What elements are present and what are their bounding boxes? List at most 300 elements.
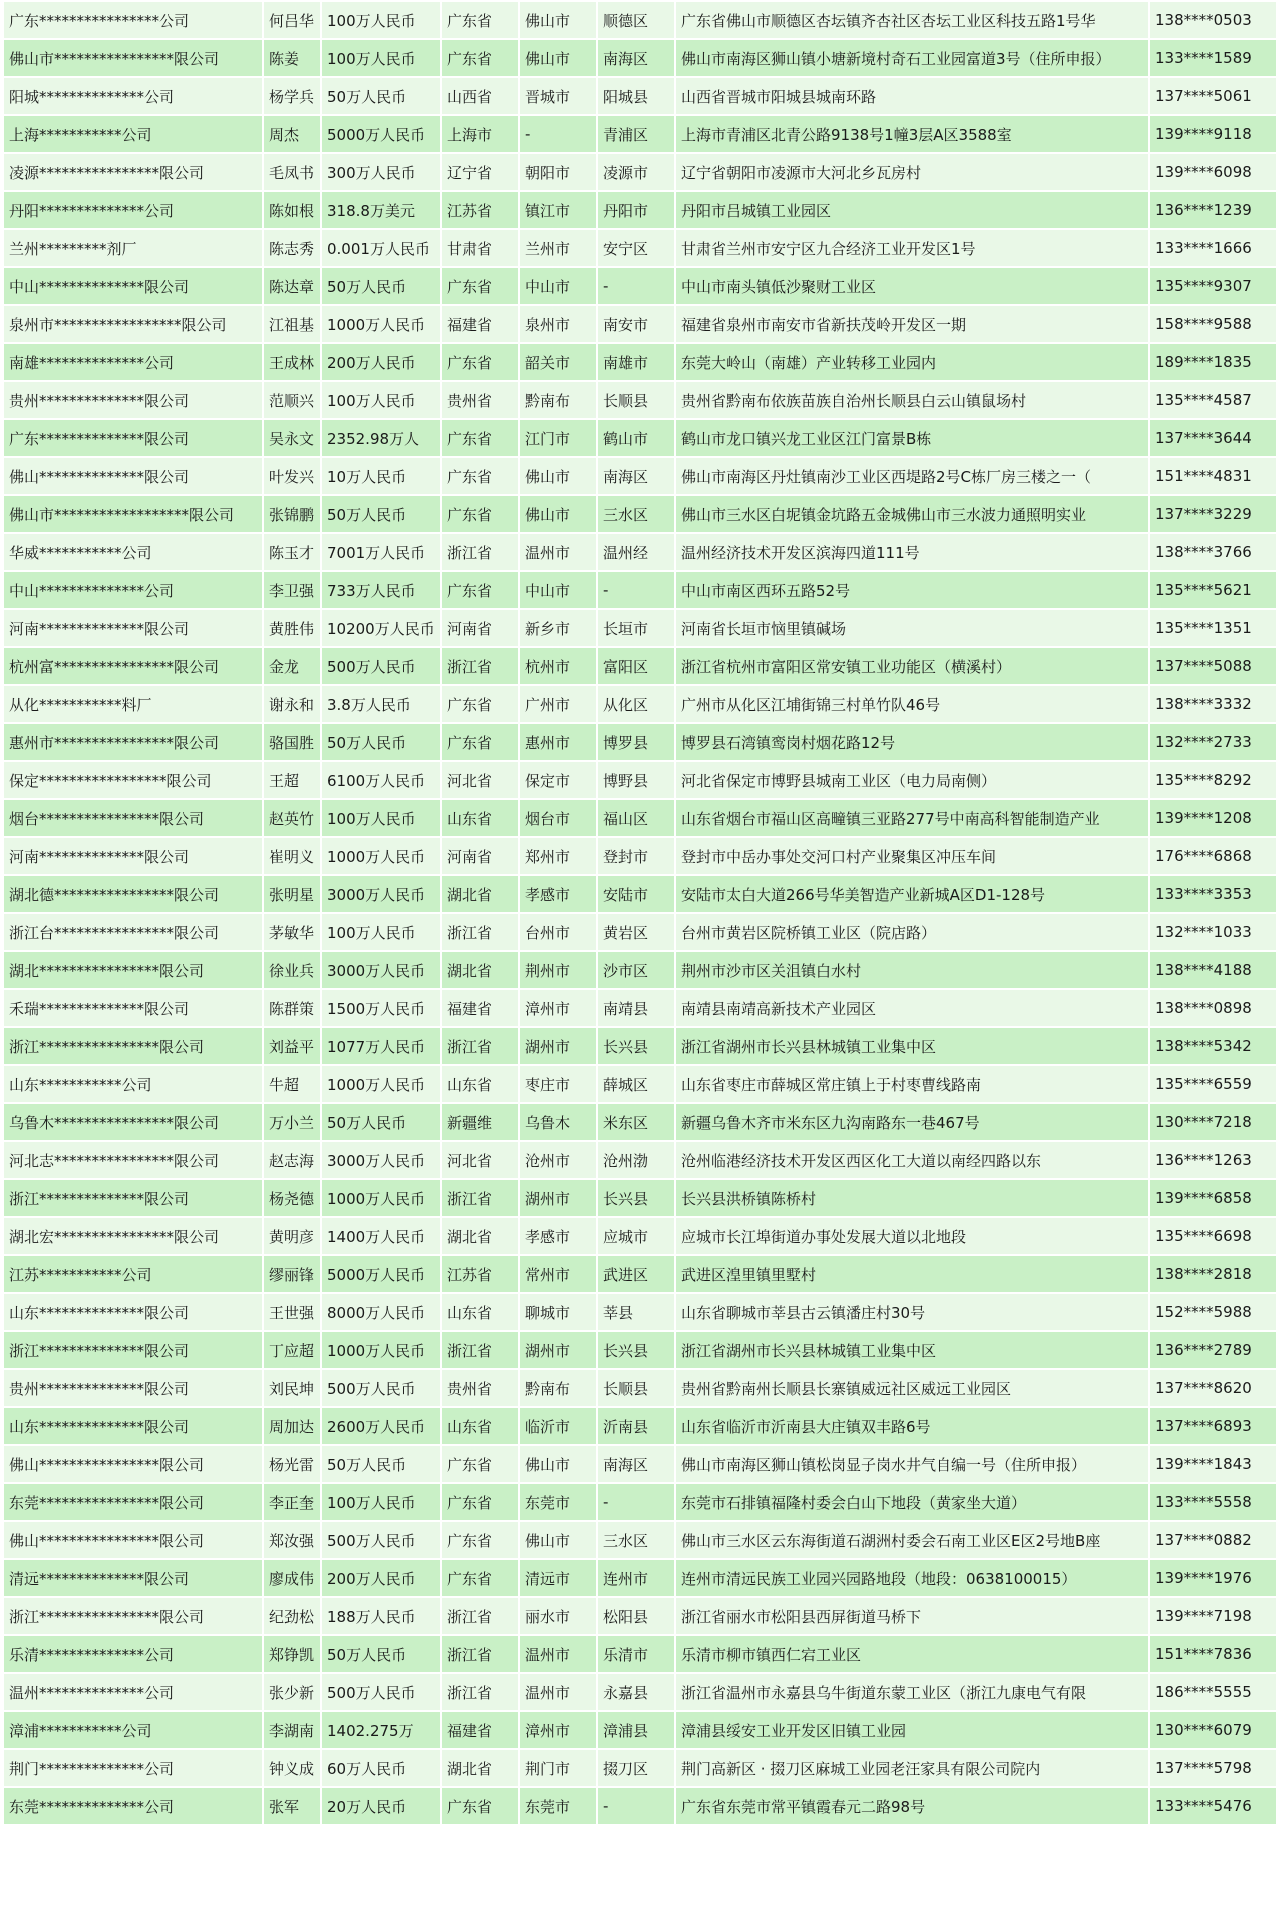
company-table xyxy=(2,0,1278,1826)
company-name-cell: 河南**************限公司 xyxy=(4,610,262,646)
company-name-cell: 佛山**************限公司 xyxy=(4,458,262,494)
city-cell: 佛山市 xyxy=(520,1522,596,1558)
company-name-cell: 兰州*********剂厂 xyxy=(4,230,262,266)
registered-capital-cell: 100万人民币 xyxy=(322,2,440,38)
address-cell: 福建省泉州市南安市省新扶茂岭开发区一期 xyxy=(676,306,1148,342)
address-cell: 浙江省湖州市长兴县林城镇工业集中区 xyxy=(676,1332,1148,1368)
city-cell: 枣庄市 xyxy=(520,1066,596,1102)
district-cell: 南靖县 xyxy=(598,990,674,1026)
phone-cell: 158****9588 xyxy=(1150,306,1276,342)
contact-person-cell: 杨光雷 xyxy=(264,1446,320,1482)
contact-person-cell: 陈志秀 xyxy=(264,230,320,266)
district-cell: 福山区 xyxy=(598,800,674,836)
province-cell: 广东省 xyxy=(442,40,518,76)
address-cell: 佛山市南海区丹灶镇南沙工业区西堤路2号C栋厂房三楼之一（ xyxy=(676,458,1148,494)
company-name-cell: 山东***********公司 xyxy=(4,1066,262,1102)
registered-capital-cell: 100万人民币 xyxy=(322,382,440,418)
registered-capital-cell: 500万人民币 xyxy=(322,1522,440,1558)
company-name-cell: 中山**************公司 xyxy=(4,572,262,608)
table-row xyxy=(4,78,1276,114)
contact-person-cell: 周加达 xyxy=(264,1408,320,1444)
province-cell: 广东省 xyxy=(442,1560,518,1596)
district-cell: 长顺县 xyxy=(598,382,674,418)
company-name-cell: 荆门**************公司 xyxy=(4,1750,262,1786)
company-name-cell: 清远**************限公司 xyxy=(4,1560,262,1596)
district-cell: 南海区 xyxy=(598,1446,674,1482)
district-cell: 莘县 xyxy=(598,1294,674,1330)
contact-person-cell: 郑铮凯 xyxy=(264,1636,320,1672)
province-cell: 浙江省 xyxy=(442,1598,518,1634)
address-cell: 贵州省黔南布依族苗族自治州长顺县白云山镇鼠场村 xyxy=(676,382,1148,418)
registered-capital-cell: 1000万人民币 xyxy=(322,1332,440,1368)
contact-person-cell: 吴永文 xyxy=(264,420,320,456)
city-cell: 朝阳市 xyxy=(520,154,596,190)
phone-cell: 135****6698 xyxy=(1150,1218,1276,1254)
company-name-cell: 佛山****************限公司 xyxy=(4,1446,262,1482)
contact-person-cell: 黄明彦 xyxy=(264,1218,320,1254)
contact-person-cell: 刘益平 xyxy=(264,1028,320,1064)
phone-cell: 137****5088 xyxy=(1150,648,1276,684)
phone-cell: 130****6079 xyxy=(1150,1712,1276,1748)
address-cell: 辽宁省朝阳市凌源市大河北乡瓦房村 xyxy=(676,154,1148,190)
phone-cell: 139****1843 xyxy=(1150,1446,1276,1482)
table-body xyxy=(4,2,1276,1824)
contact-person-cell: 崔明义 xyxy=(264,838,320,874)
district-cell: - xyxy=(598,1484,674,1520)
phone-cell: 133****5558 xyxy=(1150,1484,1276,1520)
table-row xyxy=(4,1636,1276,1672)
address-cell: 东莞大岭山（南雄）产业转移工业园内 xyxy=(676,344,1148,380)
phone-cell: 139****9118 xyxy=(1150,116,1276,152)
table-row xyxy=(4,686,1276,722)
contact-person-cell: 张锦鹏 xyxy=(264,496,320,532)
city-cell: 佛山市 xyxy=(520,2,596,38)
district-cell: 长垣市 xyxy=(598,610,674,646)
district-cell: 掇刀区 xyxy=(598,1750,674,1786)
registered-capital-cell: 50万人民币 xyxy=(322,268,440,304)
district-cell: 沙市区 xyxy=(598,952,674,988)
phone-cell: 132****2733 xyxy=(1150,724,1276,760)
contact-person-cell: 缪丽锋 xyxy=(264,1256,320,1292)
province-cell: 湖北省 xyxy=(442,876,518,912)
company-name-cell: 贵州**************限公司 xyxy=(4,382,262,418)
company-name-cell: 湖北德****************限公司 xyxy=(4,876,262,912)
company-name-cell: 凌源****************限公司 xyxy=(4,154,262,190)
address-cell: 应城市长江埠街道办事处发展大道以北地段 xyxy=(676,1218,1148,1254)
registered-capital-cell: 6100万人民币 xyxy=(322,762,440,798)
registered-capital-cell: 1000万人民币 xyxy=(322,306,440,342)
contact-person-cell: 丁应超 xyxy=(264,1332,320,1368)
province-cell: 山东省 xyxy=(442,1408,518,1444)
city-cell: 丽水市 xyxy=(520,1598,596,1634)
contact-person-cell: 钟义成 xyxy=(264,1750,320,1786)
address-cell: 中山市南头镇低沙聚财工业区 xyxy=(676,268,1148,304)
table-row xyxy=(4,1484,1276,1520)
district-cell: 乐清市 xyxy=(598,1636,674,1672)
city-cell: 台州市 xyxy=(520,914,596,950)
city-cell: 湖州市 xyxy=(520,1180,596,1216)
city-cell: 佛山市 xyxy=(520,1446,596,1482)
registered-capital-cell: 1402.275万 xyxy=(322,1712,440,1748)
district-cell: 博野县 xyxy=(598,762,674,798)
contact-person-cell: 陈如根 xyxy=(264,192,320,228)
city-cell: 常州市 xyxy=(520,1256,596,1292)
district-cell: - xyxy=(598,1788,674,1824)
contact-person-cell: 廖成伟 xyxy=(264,1560,320,1596)
city-cell: 新乡市 xyxy=(520,610,596,646)
city-cell: 临沂市 xyxy=(520,1408,596,1444)
table-row xyxy=(4,610,1276,646)
province-cell: 浙江省 xyxy=(442,1028,518,1064)
phone-cell: 135****5621 xyxy=(1150,572,1276,608)
district-cell: 安陆市 xyxy=(598,876,674,912)
table-row xyxy=(4,1522,1276,1558)
company-name-cell: 泉州市*****************限公司 xyxy=(4,306,262,342)
table-row xyxy=(4,154,1276,190)
registered-capital-cell: 1077万人民币 xyxy=(322,1028,440,1064)
registered-capital-cell: 20万人民币 xyxy=(322,1788,440,1824)
table-row xyxy=(4,1408,1276,1444)
registered-capital-cell: 7001万人民币 xyxy=(322,534,440,570)
city-cell: 温州市 xyxy=(520,1674,596,1710)
address-cell: 荆门高新区 · 掇刀区麻城工业园老汪家具有限公司院内 xyxy=(676,1750,1148,1786)
city-cell: 温州市 xyxy=(520,1636,596,1672)
province-cell: 湖北省 xyxy=(442,952,518,988)
province-cell: 浙江省 xyxy=(442,1636,518,1672)
registered-capital-cell: 10200万人民币 xyxy=(322,610,440,646)
contact-person-cell: 李正奎 xyxy=(264,1484,320,1520)
table-row xyxy=(4,838,1276,874)
province-cell: 江苏省 xyxy=(442,1256,518,1292)
province-cell: 湖北省 xyxy=(442,1218,518,1254)
phone-cell: 136****1239 xyxy=(1150,192,1276,228)
address-cell: 温州经济技术开发区滨海四道111号 xyxy=(676,534,1148,570)
district-cell: 三水区 xyxy=(598,1522,674,1558)
phone-cell: 139****7198 xyxy=(1150,1598,1276,1634)
contact-person-cell: 牛超 xyxy=(264,1066,320,1102)
address-cell: 上海市青浦区北青公路9138号1幢3层A区3588室 xyxy=(676,116,1148,152)
city-cell: 东莞市 xyxy=(520,1788,596,1824)
province-cell: 广东省 xyxy=(442,458,518,494)
contact-person-cell: 黄胜伟 xyxy=(264,610,320,646)
contact-person-cell: 陈姜 xyxy=(264,40,320,76)
table-row xyxy=(4,1104,1276,1140)
province-cell: 广东省 xyxy=(442,344,518,380)
table-row xyxy=(4,230,1276,266)
address-cell: 浙江省杭州市富阳区常安镇工业功能区（横溪村） xyxy=(676,648,1148,684)
city-cell: 佛山市 xyxy=(520,496,596,532)
table-row xyxy=(4,876,1276,912)
registered-capital-cell: 3.8万人民币 xyxy=(322,686,440,722)
table-row xyxy=(4,572,1276,608)
address-cell: 佛山市南海区狮山镇小塘新境村奇石工业园富道3号（住所申报） xyxy=(676,40,1148,76)
registered-capital-cell: 60万人民币 xyxy=(322,1750,440,1786)
company-name-cell: 上海***********公司 xyxy=(4,116,262,152)
district-cell: 丹阳市 xyxy=(598,192,674,228)
phone-cell: 137****8620 xyxy=(1150,1370,1276,1406)
district-cell: 应城市 xyxy=(598,1218,674,1254)
province-cell: 甘肃省 xyxy=(442,230,518,266)
address-cell: 佛山市南海区狮山镇松岗显子岗水井气自编一号（住所申报） xyxy=(676,1446,1148,1482)
contact-person-cell: 张军 xyxy=(264,1788,320,1824)
company-name-cell: 佛山市******************限公司 xyxy=(4,496,262,532)
registered-capital-cell: 100万人民币 xyxy=(322,914,440,950)
contact-person-cell: 赵英竹 xyxy=(264,800,320,836)
contact-person-cell: 周杰 xyxy=(264,116,320,152)
table-row xyxy=(4,1256,1276,1292)
province-cell: 贵州省 xyxy=(442,1370,518,1406)
registered-capital-cell: 1500万人民币 xyxy=(322,990,440,1026)
address-cell: 广东省佛山市顺德区杏坛镇齐杏社区杏坛工业区科技五路1号华 xyxy=(676,2,1148,38)
phone-cell: 138****5342 xyxy=(1150,1028,1276,1064)
company-name-cell: 湖北****************限公司 xyxy=(4,952,262,988)
address-cell: 广东省东莞市常平镇霞春元二路98号 xyxy=(676,1788,1148,1824)
address-cell: 博罗县石湾镇鸾岗村烟花路12号 xyxy=(676,724,1148,760)
table-row xyxy=(4,762,1276,798)
contact-person-cell: 刘民坤 xyxy=(264,1370,320,1406)
company-name-cell: 禾瑞**************限公司 xyxy=(4,990,262,1026)
company-name-cell: 浙江台****************限公司 xyxy=(4,914,262,950)
company-name-cell: 乌鲁木****************限公司 xyxy=(4,1104,262,1140)
company-name-cell: 湖北宏****************限公司 xyxy=(4,1218,262,1254)
phone-cell: 132****1033 xyxy=(1150,914,1276,950)
table-row xyxy=(4,1598,1276,1634)
address-cell: 沧州临港经济技术开发区西区化工大道以南经四路以东 xyxy=(676,1142,1148,1178)
district-cell: 南安市 xyxy=(598,306,674,342)
address-cell: 贵州省黔南州长顺县长寨镇威远社区威远工业园区 xyxy=(676,1370,1148,1406)
registered-capital-cell: 50万人民币 xyxy=(322,1104,440,1140)
province-cell: 广东省 xyxy=(442,268,518,304)
province-cell: 山西省 xyxy=(442,78,518,114)
phone-cell: 138****0503 xyxy=(1150,2,1276,38)
district-cell: 黄岩区 xyxy=(598,914,674,950)
district-cell: 漳浦县 xyxy=(598,1712,674,1748)
company-name-cell: 华威***********公司 xyxy=(4,534,262,570)
province-cell: 河北省 xyxy=(442,1142,518,1178)
phone-cell: 133****3353 xyxy=(1150,876,1276,912)
address-cell: 广州市从化区江埔街锦三村单竹队46号 xyxy=(676,686,1148,722)
province-cell: 广东省 xyxy=(442,686,518,722)
table-row xyxy=(4,990,1276,1026)
city-cell: 中山市 xyxy=(520,572,596,608)
table-row xyxy=(4,1066,1276,1102)
contact-person-cell: 何吕华 xyxy=(264,2,320,38)
district-cell: 米东区 xyxy=(598,1104,674,1140)
address-cell: 漳浦县绥安工业开发区旧镇工业园 xyxy=(676,1712,1148,1748)
company-name-cell: 佛山市****************限公司 xyxy=(4,40,262,76)
company-name-cell: 佛山****************限公司 xyxy=(4,1522,262,1558)
phone-cell: 135****8292 xyxy=(1150,762,1276,798)
registered-capital-cell: 100万人民币 xyxy=(322,40,440,76)
district-cell: 凌源市 xyxy=(598,154,674,190)
company-name-cell: 保定*****************限公司 xyxy=(4,762,262,798)
district-cell: 博罗县 xyxy=(598,724,674,760)
city-cell: 清远市 xyxy=(520,1560,596,1596)
registered-capital-cell: 50万人民币 xyxy=(322,78,440,114)
company-name-cell: 东莞****************限公司 xyxy=(4,1484,262,1520)
phone-cell: 135****9307 xyxy=(1150,268,1276,304)
city-cell: 郑州市 xyxy=(520,838,596,874)
province-cell: 广东省 xyxy=(442,420,518,456)
district-cell: 武进区 xyxy=(598,1256,674,1292)
province-cell: 河北省 xyxy=(442,762,518,798)
city-cell: 温州市 xyxy=(520,534,596,570)
city-cell: 佛山市 xyxy=(520,40,596,76)
city-cell: 乌鲁木 xyxy=(520,1104,596,1140)
contact-person-cell: 叶发兴 xyxy=(264,458,320,494)
city-cell: 镇江市 xyxy=(520,192,596,228)
district-cell: - xyxy=(598,268,674,304)
table-row xyxy=(4,192,1276,228)
address-cell: 河北省保定市博野县城南工业区（电力局南侧） xyxy=(676,762,1148,798)
phone-cell: 137****0882 xyxy=(1150,1522,1276,1558)
district-cell: 沂南县 xyxy=(598,1408,674,1444)
contact-person-cell: 李湖南 xyxy=(264,1712,320,1748)
city-cell: 漳州市 xyxy=(520,1712,596,1748)
registered-capital-cell: 2600万人民币 xyxy=(322,1408,440,1444)
registered-capital-cell: 0.001万人民币 xyxy=(322,230,440,266)
contact-person-cell: 赵志海 xyxy=(264,1142,320,1178)
registered-capital-cell: 500万人民币 xyxy=(322,1674,440,1710)
phone-cell: 137****5061 xyxy=(1150,78,1276,114)
province-cell: 广东省 xyxy=(442,496,518,532)
registered-capital-cell: 5000万人民币 xyxy=(322,116,440,152)
province-cell: 河南省 xyxy=(442,838,518,874)
city-cell: 荆门市 xyxy=(520,1750,596,1786)
city-cell: 湖州市 xyxy=(520,1028,596,1064)
table-row xyxy=(4,800,1276,836)
district-cell: 登封市 xyxy=(598,838,674,874)
table-row xyxy=(4,1560,1276,1596)
city-cell: 荆州市 xyxy=(520,952,596,988)
province-cell: 广东省 xyxy=(442,572,518,608)
address-cell: 荆州市沙市区关沮镇白水村 xyxy=(676,952,1148,988)
district-cell: 鹤山市 xyxy=(598,420,674,456)
company-name-cell: 惠州市****************限公司 xyxy=(4,724,262,760)
province-cell: 广东省 xyxy=(442,1446,518,1482)
company-name-cell: 山东**************限公司 xyxy=(4,1294,262,1330)
district-cell: 长兴县 xyxy=(598,1332,674,1368)
address-cell: 台州市黄岩区院桥镇工业区（院店路） xyxy=(676,914,1148,950)
address-cell: 甘肃省兰州市安宁区九合经济工业开发区1号 xyxy=(676,230,1148,266)
phone-cell: 133****1589 xyxy=(1150,40,1276,76)
province-cell: 福建省 xyxy=(442,990,518,1026)
phone-cell: 135****1351 xyxy=(1150,610,1276,646)
address-cell: 丹阳市吕城镇工业园区 xyxy=(676,192,1148,228)
city-cell: 东莞市 xyxy=(520,1484,596,1520)
registered-capital-cell: 10万人民币 xyxy=(322,458,440,494)
city-cell: 黔南布 xyxy=(520,382,596,418)
company-name-cell: 浙江****************限公司 xyxy=(4,1598,262,1634)
registered-capital-cell: 50万人民币 xyxy=(322,1636,440,1672)
address-cell: 佛山市三水区白坭镇金坑路五金城佛山市三水波力通照明实业 xyxy=(676,496,1148,532)
contact-person-cell: 杨学兵 xyxy=(264,78,320,114)
contact-person-cell: 万小兰 xyxy=(264,1104,320,1140)
registered-capital-cell: 200万人民币 xyxy=(322,1560,440,1596)
company-name-cell: 烟台****************限公司 xyxy=(4,800,262,836)
table-row xyxy=(4,1750,1276,1786)
city-cell: 湖州市 xyxy=(520,1332,596,1368)
table-row xyxy=(4,952,1276,988)
contact-person-cell: 徐业兵 xyxy=(264,952,320,988)
district-cell: 安宁区 xyxy=(598,230,674,266)
contact-person-cell: 金龙 xyxy=(264,648,320,684)
company-name-cell: 山东**************限公司 xyxy=(4,1408,262,1444)
table-row xyxy=(4,1180,1276,1216)
city-cell: 黔南布 xyxy=(520,1370,596,1406)
city-cell: 沧州市 xyxy=(520,1142,596,1178)
registered-capital-cell: 50万人民币 xyxy=(322,496,440,532)
table-row xyxy=(4,116,1276,152)
province-cell: 广东省 xyxy=(442,2,518,38)
district-cell: 青浦区 xyxy=(598,116,674,152)
district-cell: - xyxy=(598,572,674,608)
phone-cell: 139****1976 xyxy=(1150,1560,1276,1596)
city-cell: 韶关市 xyxy=(520,344,596,380)
contact-person-cell: 毛凤书 xyxy=(264,154,320,190)
city-cell: 聊城市 xyxy=(520,1294,596,1330)
company-name-cell: 河北志****************限公司 xyxy=(4,1142,262,1178)
address-cell: 山东省烟台市福山区高疃镇三亚路277号中南高科智能制造产业 xyxy=(676,800,1148,836)
registered-capital-cell: 2352.98万人 xyxy=(322,420,440,456)
company-name-cell: 丹阳**************公司 xyxy=(4,192,262,228)
table-row xyxy=(4,1446,1276,1482)
contact-person-cell: 李卫强 xyxy=(264,572,320,608)
registered-capital-cell: 8000万人民币 xyxy=(322,1294,440,1330)
phone-cell: 151****4831 xyxy=(1150,458,1276,494)
province-cell: 湖北省 xyxy=(442,1750,518,1786)
registered-capital-cell: 50万人民币 xyxy=(322,724,440,760)
table-row xyxy=(4,1028,1276,1064)
province-cell: 山东省 xyxy=(442,1294,518,1330)
company-name-cell: 温州**************公司 xyxy=(4,1674,262,1710)
province-cell: 浙江省 xyxy=(442,534,518,570)
registered-capital-cell: 1000万人民币 xyxy=(322,1180,440,1216)
table-row xyxy=(4,2,1276,38)
province-cell: 广东省 xyxy=(442,1522,518,1558)
company-name-cell: 从化***********料厂 xyxy=(4,686,262,722)
table-row xyxy=(4,1294,1276,1330)
address-cell: 乐清市柳市镇西仁宕工业区 xyxy=(676,1636,1148,1672)
province-cell: 浙江省 xyxy=(442,648,518,684)
registered-capital-cell: 318.8万美元 xyxy=(322,192,440,228)
phone-cell: 133****1666 xyxy=(1150,230,1276,266)
province-cell: 山东省 xyxy=(442,1066,518,1102)
province-cell: 广东省 xyxy=(442,1788,518,1824)
address-cell: 山西省晋城市阳城县城南环路 xyxy=(676,78,1148,114)
city-cell: 中山市 xyxy=(520,268,596,304)
contact-person-cell: 纪劲松 xyxy=(264,1598,320,1634)
phone-cell: 137****3644 xyxy=(1150,420,1276,456)
contact-person-cell: 陈达章 xyxy=(264,268,320,304)
district-cell: 沧州渤 xyxy=(598,1142,674,1178)
contact-person-cell: 张少新 xyxy=(264,1674,320,1710)
address-cell: 东莞市石排镇福隆村委会白山下地段（黄家坐大道） xyxy=(676,1484,1148,1520)
province-cell: 江苏省 xyxy=(442,192,518,228)
city-cell: 烟台市 xyxy=(520,800,596,836)
phone-cell: 138****3332 xyxy=(1150,686,1276,722)
city-cell: - xyxy=(520,116,596,152)
city-cell: 江门市 xyxy=(520,420,596,456)
district-cell: 阳城县 xyxy=(598,78,674,114)
phone-cell: 139****1208 xyxy=(1150,800,1276,836)
province-cell: 新疆维 xyxy=(442,1104,518,1140)
company-name-cell: 江苏***********公司 xyxy=(4,1256,262,1292)
phone-cell: 152****5988 xyxy=(1150,1294,1276,1330)
district-cell: 长兴县 xyxy=(598,1028,674,1064)
table-row xyxy=(4,1712,1276,1748)
contact-person-cell: 茅敏华 xyxy=(264,914,320,950)
